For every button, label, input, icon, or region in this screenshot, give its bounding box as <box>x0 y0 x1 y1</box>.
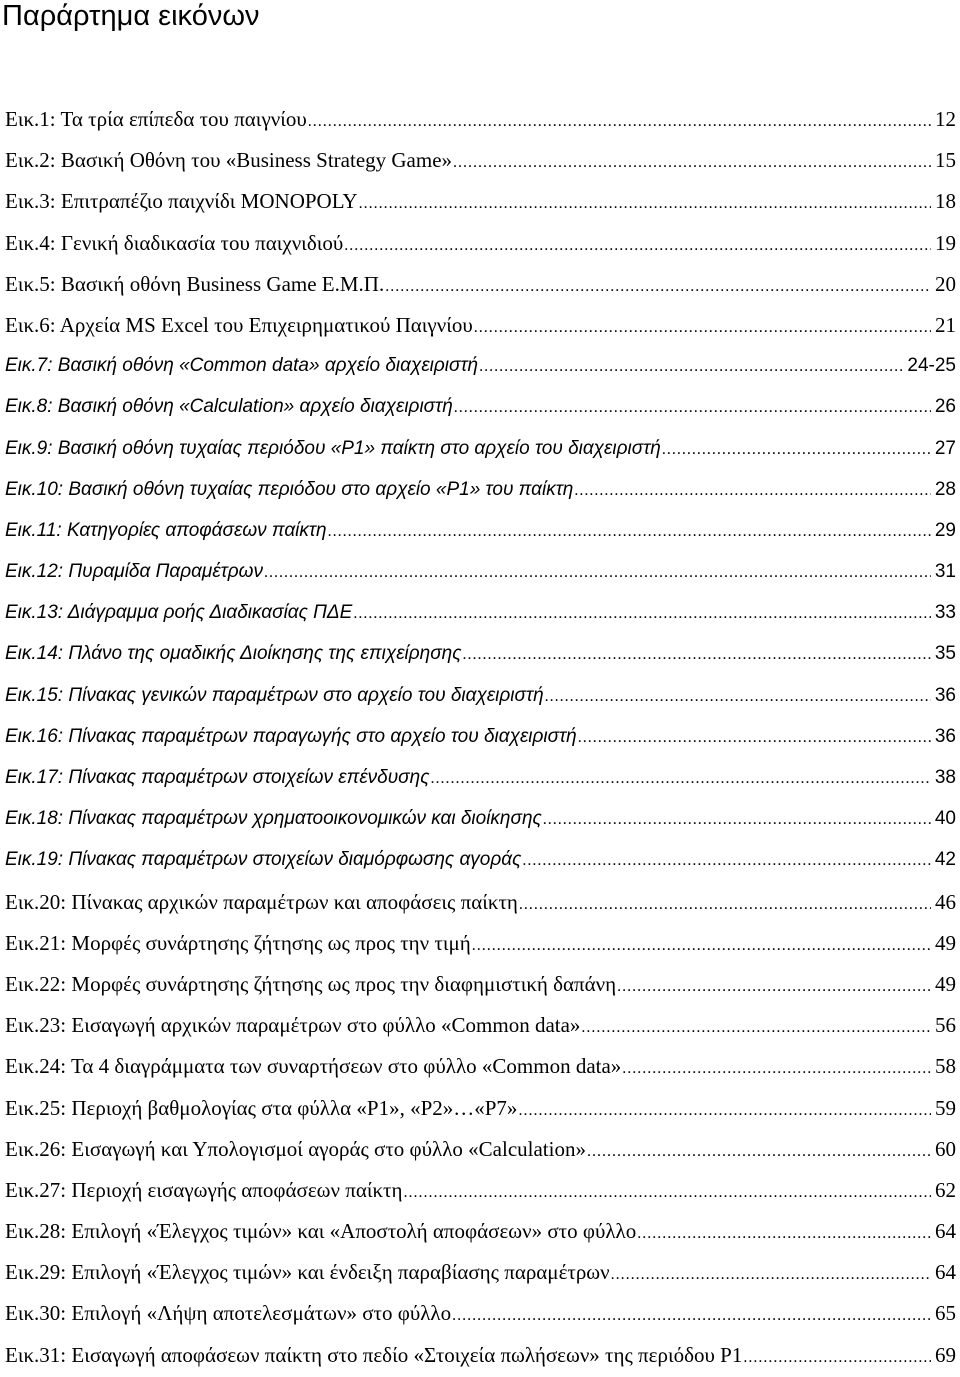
figure-entry[interactable] <box>5 265 956 306</box>
dot-leader <box>662 431 931 469</box>
page-number: 33 <box>934 602 956 624</box>
figure-entry[interactable] <box>5 759 956 800</box>
dot-leader <box>611 1256 931 1294</box>
figure-entry[interactable] <box>5 306 956 347</box>
figure-caption: Εικ.7: Βασική οθόνη «Common data» αρχείο διαχειριστή <box>5 355 479 377</box>
page-title: Παράρτημα εικόνων <box>2 0 260 32</box>
page-number: 36 <box>934 725 956 747</box>
figure-entry[interactable] <box>5 553 956 594</box>
figure-caption: Εικ.5: Βασική οθόνη Business Game Ε.Μ.Π. <box>5 271 385 296</box>
figure-entry[interactable] <box>5 594 956 635</box>
figure-caption: Εικ.4: Γενική διαδικασία του παιχνιδιού <box>5 230 344 255</box>
figure-caption: Εικ.21: Μορφές συνάρτησης ζήτησης ως προς την τιμή <box>5 930 471 955</box>
dot-leader <box>353 595 931 633</box>
page-number: 42 <box>934 849 956 871</box>
dot-leader <box>462 636 930 674</box>
dot-leader <box>617 968 931 1006</box>
figure-caption: Εικ.29: Επιλογή «Έλεγχος τιμών» και ένδειξη παραβίασης παραμέτρων <box>5 1260 610 1285</box>
figure-caption: Εικ.26: Εισαγωγή και Υπολογισμοί αγοράς στο φύλλο «Calculation» <box>5 1136 586 1161</box>
figure-entry[interactable] <box>5 471 956 512</box>
figure-caption: Εικ.15: Πίνακας γενικών παραμέτρων στο αρχείο του διαχειριστή <box>5 684 544 706</box>
figure-caption: Εικ.28: Επιλογή «Έλεγχος τιμών» και «Αποστολή αποφάσεων» στο φύλλο <box>5 1219 637 1244</box>
dot-leader <box>479 348 903 386</box>
figure-entry[interactable] <box>5 1171 956 1212</box>
page-number: 60 <box>935 1136 956 1161</box>
figure-caption: Εικ.2: Βασική Οθόνη του «Business Strategy Game» <box>5 148 453 173</box>
figure-entry[interactable] <box>5 1294 956 1335</box>
figure-entry[interactable] <box>5 430 956 471</box>
figure-caption: Εικ.19: Πίνακας παραμέτρων στοιχείων διαμόρφωσης αγοράς <box>5 849 522 871</box>
figure-caption: Εικ.10: Βασική οθόνη τυχαίας περιόδου στο αρχείο «P1» του παίκτη <box>5 478 574 500</box>
page-number: 26 <box>934 396 956 418</box>
figure-caption: Εικ.11: Κατηγορίες αποφάσεων παίκτη <box>5 519 327 541</box>
figure-caption: Εικ.6: Αρχεία MS Excel του Επιχειρηματικού Παιγνίου <box>5 312 473 337</box>
figure-entry[interactable] <box>5 224 956 265</box>
figure-entry[interactable] <box>5 347 956 388</box>
page-number: 40 <box>934 808 956 830</box>
page-number: 49 <box>935 930 956 955</box>
figure-caption: Εικ.31: Εισαγωγή αποφάσεων παίκτη στο πεδίο «Στοιχεία πωλήσεων» της περιόδου Ρ1 <box>5 1342 743 1367</box>
dot-leader <box>474 309 931 347</box>
figure-entry[interactable] <box>5 512 956 553</box>
page-number: 36 <box>934 684 956 706</box>
dot-leader <box>543 801 931 839</box>
figure-entry[interactable] <box>5 800 956 841</box>
figure-caption: Εικ.24: Τα 4 διαγράμματα των συναρτήσεων στο φύλλο «Common data» <box>5 1054 622 1079</box>
figure-caption: Εικ.23: Εισαγωγή αρχικών παραμέτρων στο φύλλο «Common data» <box>5 1013 581 1038</box>
figure-caption: Εικ.12: Πυραμίδα Παραμέτρων <box>5 561 263 583</box>
page-number: 29 <box>934 519 956 541</box>
figure-caption: Εικ.27: Περιοχή εισαγωγής αποφάσεων παίκτη <box>5 1177 403 1202</box>
page-number: 27 <box>934 437 956 459</box>
dot-leader <box>430 760 930 798</box>
dot-leader <box>472 927 931 965</box>
figure-entry[interactable] <box>5 388 956 429</box>
dot-leader <box>522 842 931 880</box>
dot-leader <box>403 1174 931 1212</box>
page-number: 18 <box>935 189 956 214</box>
dot-leader <box>574 472 931 510</box>
page-number: 65 <box>935 1301 956 1326</box>
dot-leader <box>519 886 931 924</box>
page-number: 21 <box>935 312 956 337</box>
dot-leader <box>622 1050 931 1088</box>
dot-leader <box>743 1339 931 1377</box>
figure-entry[interactable] <box>5 1336 956 1377</box>
page-number: 64 <box>935 1219 956 1244</box>
dot-leader <box>518 1092 931 1130</box>
figure-entry[interactable] <box>5 1006 956 1047</box>
page-number: 38 <box>934 767 956 788</box>
figure-entry[interactable] <box>5 141 956 182</box>
figure-entry[interactable] <box>5 635 956 676</box>
dot-leader <box>328 513 931 551</box>
dot-leader <box>359 185 931 223</box>
page-number: 24-25 <box>907 355 956 377</box>
figure-entry[interactable] <box>5 965 956 1006</box>
page-number: 64 <box>935 1260 956 1285</box>
figure-entry[interactable] <box>5 1130 956 1171</box>
page-number: 56 <box>935 1013 956 1038</box>
dot-leader <box>454 389 931 427</box>
page-number: 69 <box>935 1342 956 1367</box>
figure-entry[interactable] <box>5 1253 956 1294</box>
figure-caption: Εικ.17: Πίνακας παραμέτρων στοιχείων επένδυσης <box>5 767 430 788</box>
page-number: 62 <box>935 1177 956 1202</box>
page-number: 35 <box>934 643 956 665</box>
figure-list <box>5 100 956 1377</box>
dot-leader <box>637 1215 931 1253</box>
figure-caption: Εικ.3: Επιτραπέζιο παιχνίδι MONOPOLY <box>5 189 358 214</box>
figure-entry[interactable] <box>5 883 956 924</box>
page-number: 59 <box>935 1095 956 1120</box>
figure-caption: Εικ.25: Περιοχή βαθμολογίας στα φύλλα «P1», «P2»…«P7» <box>5 1095 518 1120</box>
figure-entry[interactable] <box>5 924 956 965</box>
figure-caption: Εικ.9: Βασική οθόνη τυχαίας περιόδου «P1» παίκτη στο αρχείο του διαχειριστή <box>5 437 661 459</box>
figure-caption: Εικ.22: Μορφές συνάρτησης ζήτησης ως προς την διαφημιστική δαπάνη <box>5 971 617 996</box>
figure-caption: Εικ.30: Επιλογή «Λήψη αποτελεσμάτων» στο φύλλο <box>5 1301 452 1326</box>
page-number: 28 <box>934 478 956 500</box>
figure-entry[interactable] <box>5 718 956 759</box>
dot-leader <box>578 719 931 757</box>
page-number: 19 <box>935 230 956 255</box>
figure-caption: Εικ.8: Βασική οθόνη «Calculation» αρχείο διαχειριστή <box>5 396 453 418</box>
figure-caption: Εικ.14: Πλάνο της ομαδικής Διοίκησης της επιχείρησης <box>5 643 462 665</box>
dot-leader <box>264 554 931 592</box>
figure-entry[interactable] <box>5 1047 956 1088</box>
figure-caption: Εικ.20: Πίνακας αρχικών παραμέτρων και αποφάσεις παίκτη <box>5 889 518 914</box>
page-number: 46 <box>935 889 956 914</box>
figure-caption: Εικ.13: Διάγραμμα ροής Διαδικασίας ΠΔΕ <box>5 602 353 624</box>
figure-caption: Εικ.16: Πίνακας παραμέτρων παραγωγής στο αρχείο του διαχειριστή <box>5 725 577 747</box>
dot-leader <box>385 268 931 306</box>
dot-leader <box>452 1297 931 1335</box>
dot-leader <box>545 678 931 716</box>
page-number: 15 <box>935 148 956 173</box>
page-number: 12 <box>935 107 956 131</box>
dot-leader <box>453 144 931 182</box>
figure-entry[interactable] <box>5 182 956 223</box>
page-number: 58 <box>935 1054 956 1079</box>
dot-leader <box>581 1009 931 1047</box>
page-number: 49 <box>935 971 956 996</box>
figure-entry[interactable] <box>5 841 956 882</box>
figure-entry[interactable] <box>5 100 956 141</box>
dot-leader <box>344 227 931 265</box>
figure-entry[interactable] <box>5 1089 956 1130</box>
dot-leader <box>308 103 931 141</box>
figure-caption: Εικ.18: Πίνακας παραμέτρων χρηματοοικονομικών και διοίκησης <box>5 808 542 830</box>
dot-leader <box>587 1133 931 1171</box>
page-number: 31 <box>934 561 956 583</box>
figure-entry[interactable] <box>5 677 956 718</box>
figure-entry[interactable] <box>5 1212 956 1253</box>
page-number: 20 <box>935 271 956 296</box>
figure-caption: Εικ.1: Τα τρία επίπεδα του παιγνίου <box>5 107 307 131</box>
